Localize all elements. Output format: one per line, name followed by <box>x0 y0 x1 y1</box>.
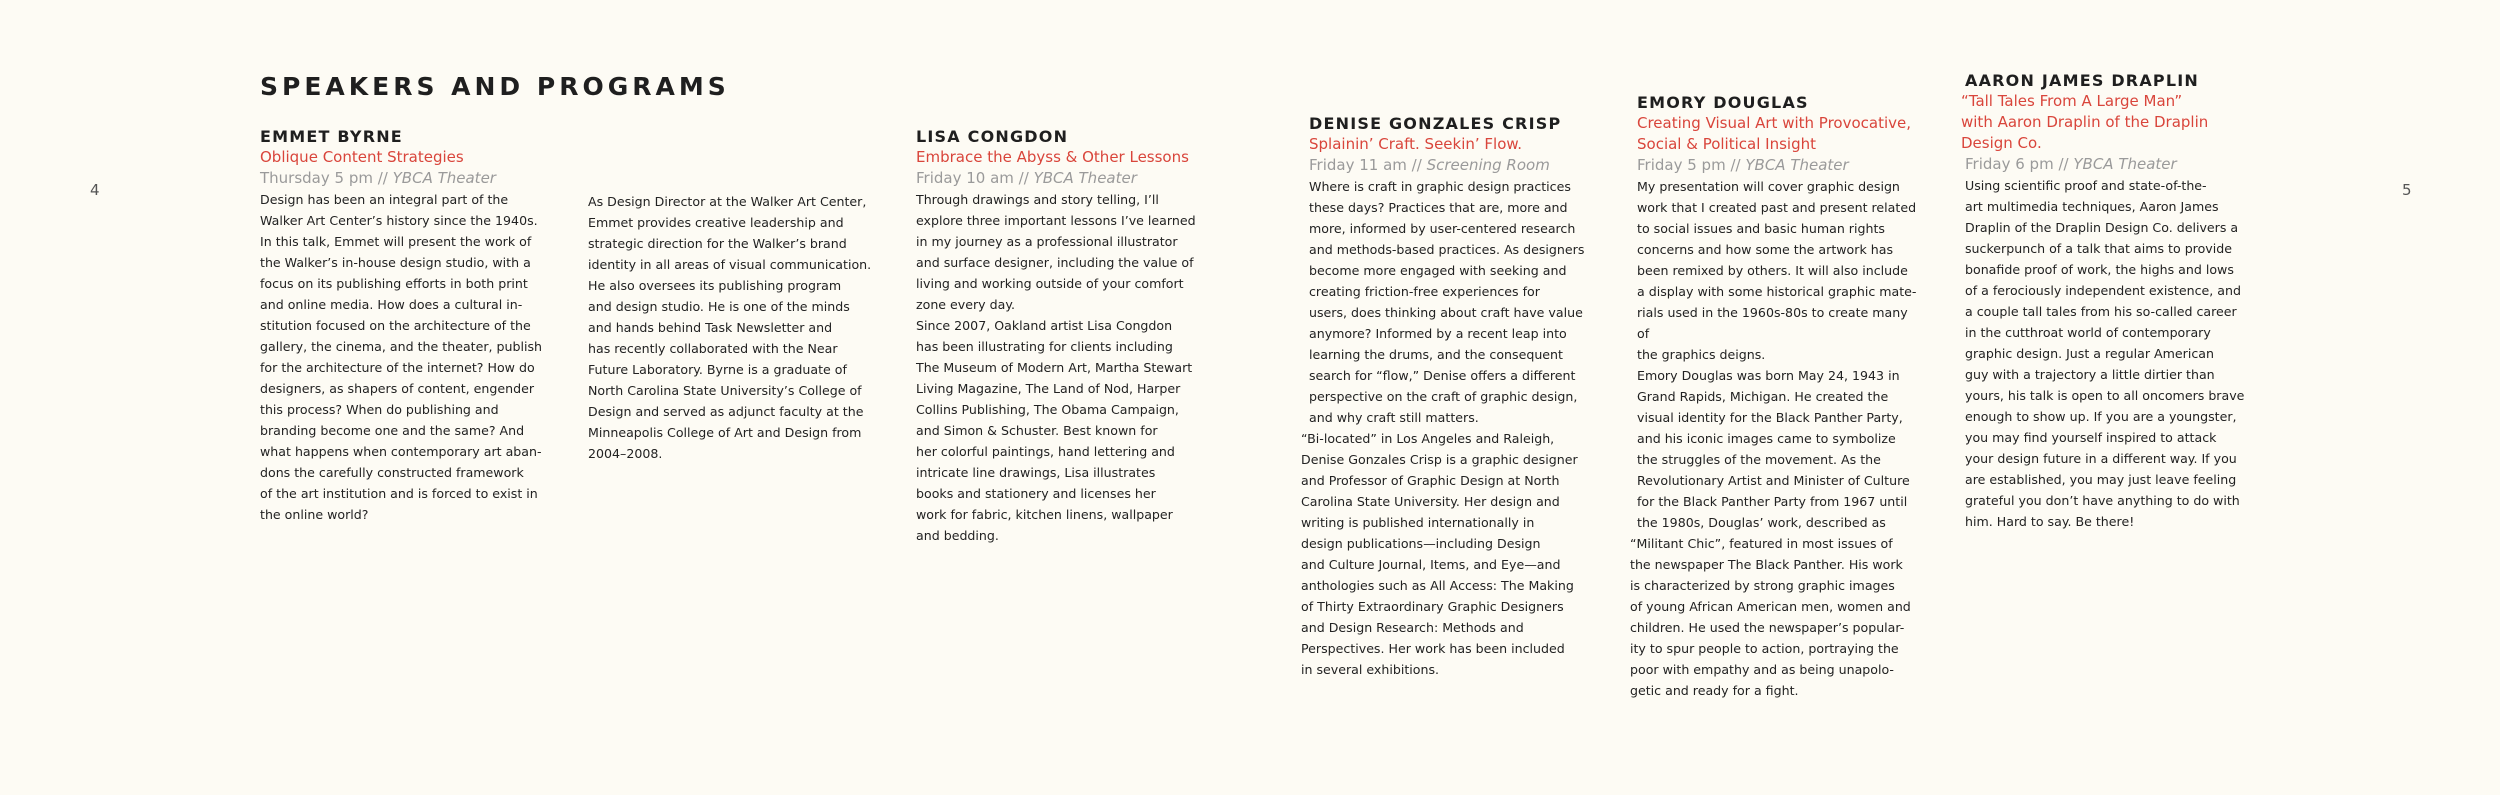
talk-description: Design has been an integral part of the Walker Art Center’s history since the 1940s. In this talk, Emmet will present the work of the Walker’s in-house design studio, with a focus on its publishing efforts in both print and online media. How does a cultural in- stitution focused on the architecture of the gallery, the cinema, and the theater, publish for the architecture of the internet? How do designers, as shapers of content, engender this process? When do publishing and branding become one and the same? And what happens when contemporary art aban- dons the carefully constructed framework of the art institution and is forced to exist in the online world? <box>260 192 543 522</box>
speaker-name: LISA CONGDON <box>916 127 1069 146</box>
talk-schedule <box>260 168 545 189</box>
speaker-emory-douglas <box>1630 93 1922 701</box>
talk-schedule <box>1965 154 2250 175</box>
speaker-bio: “Militant Chic”, featured in most issues of the newspaper The Black Panther. His work is characterized by strong graphic images of young African American men, women and children. He used the newspaper’s popular- ity to spur people to action, portraying the poor with empathy and as being unapolo- getic and ready for a fight. <box>1630 536 1911 698</box>
talk-venue: YBCA Theater <box>1745 156 1849 174</box>
speaker-emmet-byrne <box>260 127 545 525</box>
speaker-name: AARON JAMES DRAPLIN <box>1965 71 2199 90</box>
speaker-name: EMORY DOUGLAS <box>1637 93 1809 112</box>
talk-venue: YBCA Theater <box>392 169 496 187</box>
speaker-bio: As Design Director at the Walker Art Center, Emmet provides creative leadership and strategic direction for the Walker’s brand identity in all areas of visual communication. He also oversees its publishing program and design studio. He is one of the minds and hands behind Task Newsletter and has recently collaborated with the Near Future Laboratory. Byrne is a graduate of North Carolina State University’s College of Design and served as adjunct faculty at the Minneapolis College of Art and Design from 2004–2008. <box>588 194 872 461</box>
speaker-denise-gonzales-crisp <box>1301 114 1594 680</box>
talk-day-time: Friday 11 am <box>1309 156 1407 174</box>
speaker-emmet-byrne-continued <box>588 191 873 464</box>
talk-title: Embrace the Abyss & Other Lessons <box>916 148 1189 166</box>
page-number-right: 5 <box>2402 181 2412 199</box>
talk-description: My presentation will cover graphic design work that I created past and present related to social issues and basic human rights concerns and how some the artwork has been remixed by others. It will also include a display with some historical graphic mate- rials used in the 1960s-80s to create many of the graphics deigns. Emory Douglas was born May 24, 1943 in Grand Rapids, Michigan. He created the visual identity for the Black Panther Party, and his iconic images came to symbolize the struggles of the movement. As the Revolutionary Artist and Minister of Culture for the Black Panther Party from 1967 until the 1980s, Douglas’ work, described as <box>1637 179 1917 530</box>
talk-title: “Tall Tales From A Large Man” with Aaron Draplin of the Draplin Design Co. <box>1961 92 2209 152</box>
talk-venue: YBCA Theater <box>2073 155 2177 173</box>
talk-venue: Screening Room <box>1426 156 1550 174</box>
talk-day-time: Thursday 5 pm <box>260 169 373 187</box>
talk-schedule <box>916 168 1201 189</box>
speaker-name: EMMET BYRNE <box>260 127 403 146</box>
speaker-name: DENISE GONZALES CRISP <box>1309 114 1562 133</box>
talk-title: Creating Visual Art with Provocative, Social & Political Insight <box>1637 114 1912 153</box>
talk-title: Oblique Content Strategies <box>260 148 464 166</box>
speaker-bio: “Bi-located” in Los Angeles and Raleigh, Denise Gonzales Crisp is a graphic designer and Professor of Graphic Design at North Carolina State University. Her design and writing is published internationally in design publications—including Design and Culture Journal, Items, and Eye—and anthologies such as All Access: The Making of Thirty Extraordinary Graphic Designers and Design Research: Methods and Perspectives. Her work has been included in several exhibitions. <box>1301 431 1578 677</box>
talk-day-time: Friday 6 pm <box>1965 155 2054 173</box>
speaker-lisa-congdon <box>916 127 1201 546</box>
talk-venue: YBCA Theater <box>1033 169 1137 187</box>
talk-day-time: Friday 10 am <box>916 169 1014 187</box>
talk-description: Using scientific proof and state-of-the- art multimedia techniques, Aaron James Draplin of the Draplin Design Co. delivers a suckerpunch of a talk that aims to provide bonafide proof of work, the highs and lows of a ferociously independent existence, and a couple tall tales from his so-called career in the cutthroat world of contemporary graphic design. Just a regular American guy with a trajectory a little dirtier than yours, his talk is open to all oncomers brave enough to show up. If you are a youngster, you may find yourself inspired to attack your design future in a different way. If you are established, you may just leave feeling grateful you don’t have anything to do with him. Hard to say. Be there! <box>1965 178 2245 529</box>
talk-schedule <box>1309 155 1594 176</box>
schedule-separator: // <box>377 169 388 187</box>
page-number-left: 4 <box>90 181 100 199</box>
talk-schedule <box>1637 155 1922 176</box>
talk-title: Splainin’ Craft. Seekin’ Flow. <box>1309 135 1523 153</box>
section-title: SPEAKERS AND PROGRAMS <box>260 72 730 101</box>
speaker-aaron-james-draplin <box>1961 71 2250 532</box>
talk-description: Through drawings and story telling, I’ll explore three important lessons I’ve learned in my journey as a professional illustrator and surface designer, including the value of living and working outside of your comfort zone every day. Since 2007, Oakland artist Lisa Congdon has been illustrating for clients including The Museum of Modern Art, Martha Stewart Living Magazine, The Land of Nod, Harper Collins Publishing, The Obama Campaign, and Simon & Schuster. Best known for her colorful paintings, hand lettering and intricate line drawings, Lisa illustrates books and stationery and licenses her work for fabric, kitchen linens, wallpaper and bedding. <box>916 192 1196 543</box>
schedule-separator: // <box>2058 155 2069 173</box>
schedule-separator: // <box>1730 156 1741 174</box>
schedule-separator: // <box>1018 169 1029 187</box>
talk-day-time: Friday 5 pm <box>1637 156 1726 174</box>
schedule-separator: // <box>1411 156 1422 174</box>
talk-description: Where is craft in graphic design practices these days? Practices that are, more and more, informed by user-centered research and methods-based practices. As designers become more engaged with seeking and creating friction-free experiences for users, does thinking about craft have value anymore? Informed by a recent leap into learning the drums, and the consequent search for “flow,” Denise offers a different perspective on the craft of graphic design, and why craft still matters. <box>1309 179 1585 425</box>
